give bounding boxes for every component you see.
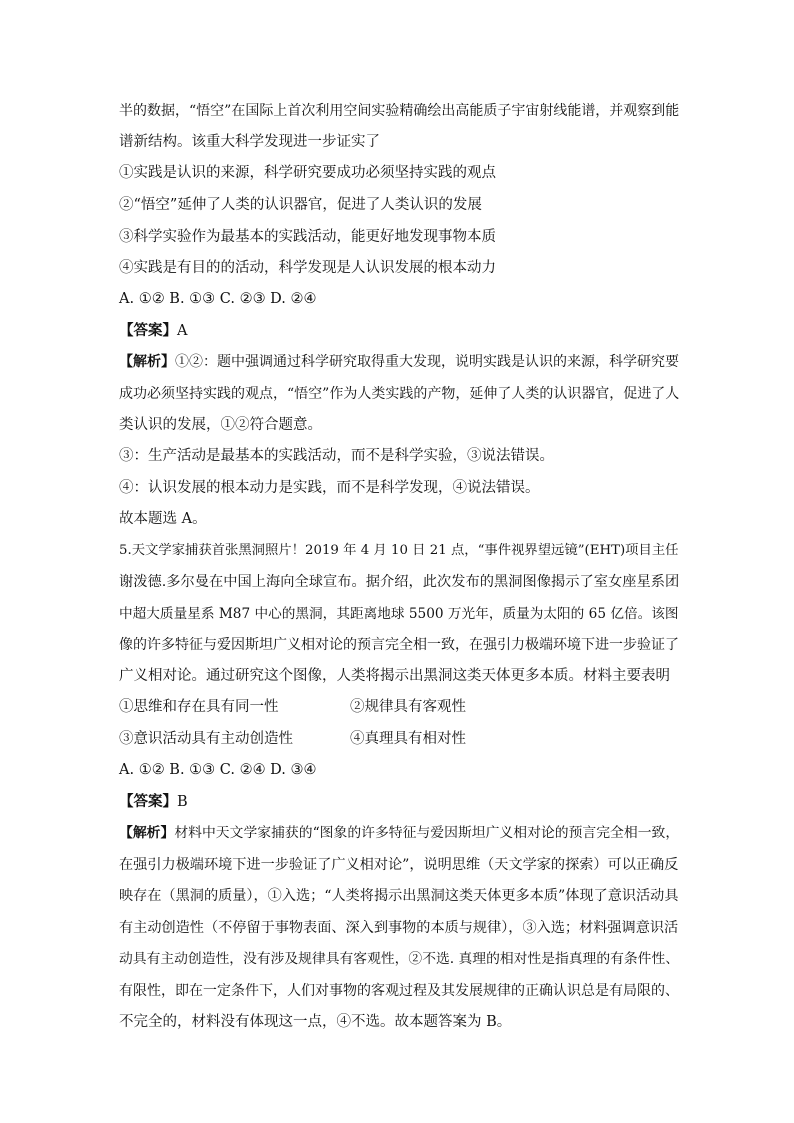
q5-option-4: ④真理具有相对性 — [350, 731, 466, 747]
q5-answer — [119, 792, 188, 812]
q5-analysis-tag: 【解析】 — [119, 825, 175, 841]
q5-analysis-line-1 — [119, 823, 679, 843]
q5-analysis-line-4: 有主动创造性（不停留于事物表面、深入到事物的本质与规律），③入选；材料强调意识活 — [119, 920, 679, 936]
q5-analysis-line-5: 动具有主动创造性，没有涉及规律具有客观性，②不选. 真理的相对性是指真理的有条件性、 — [119, 951, 680, 967]
q5-choices: A. ①② B. ①③ C. ②④ D. ③④ — [119, 762, 317, 778]
q4-analysis-line-5: ④：认识发展的根本动力是实践，而不是科学发现，④说法错误。 — [119, 480, 540, 496]
q5-stem-line-2: 谢泼德.多尔曼在中国上海向全球宣布。据介绍，此次发布的黑洞图像揭示了室女座星系团 — [119, 574, 680, 590]
q5-option-1: ①思维和存在具有同一性 — [119, 699, 279, 715]
q5-analysis-line-2: 在强引力极端环境下进一步验证了广义相对论”，说明思维（天文学家的探索）可以正确反 — [119, 857, 679, 873]
q4-stem-line-2: 谱新结构。该重大科学发现进一步证实了 — [119, 134, 380, 150]
q5-answer-value: B — [177, 794, 188, 810]
q5-stem-line-4: 像的许多特征与爱因斯坦广义相对论的预言完全相一致，在强引力极端环境下进一步验证了 — [119, 637, 679, 653]
q5-options-row-1 — [119, 697, 679, 717]
q4-answer — [119, 321, 187, 341]
q4-analysis-text-1: ①②：题中强调通过科学研究取得重大发现，说明实践是认识的来源，科学研究要 — [175, 354, 679, 370]
q4-choices: A. ①② B. ①③ C. ②③ D. ②④ — [119, 291, 317, 307]
q5-option-3: ③意识活动具有主动创造性 — [119, 731, 293, 747]
q5-options-row-2 — [119, 729, 679, 749]
q4-stem-line-1: 半的数据，“悟空”在国际上首次利用空间实验精确绘出高能质子宇宙射线能谱，并观察到能 — [119, 103, 680, 119]
q4-analysis-line-6: 故本题选 A。 — [119, 511, 207, 527]
q4-analysis-tag: 【解析】 — [119, 354, 175, 370]
q5-answer-tag: 【答案】 — [119, 793, 177, 810]
q4-analysis-line-3: 类认识的发展，①②符合题意。 — [119, 417, 322, 433]
q5-analysis-text-1: 材料中天文学家捕获的“图象的许多特征与爱因斯坦广义相对论的预言完全相一致， — [174, 825, 680, 841]
q4-option-1: ①实践是认识的来源，科学研究要成功必须坚持实践的观点 — [119, 165, 496, 181]
q4-option-2: ②“悟空”延伸了人类的认识器官，促进了人类认识的发展 — [119, 197, 482, 213]
q4-analysis-line-1 — [119, 352, 679, 372]
q4-option-4: ④实践是有目的的活动，科学发现是人认识发展的根本动力 — [119, 260, 496, 276]
q5-stem-line-5: 广义相对论。通过研究这个图像，人类将揭示出黑洞这类天体更多本质。材料主要表明 — [119, 668, 670, 684]
q5-option-2: ②规律具有客观性 — [350, 699, 466, 715]
q5-stem-line-1: 5.天文学家捕获首张黑洞照片！2019 年 4 月 10 日 21 点，“事件视界望远镜”(EHT)项目主任 — [119, 543, 679, 558]
q4-answer-tag: 【答案】 — [119, 322, 177, 339]
q4-analysis-line-2: 成功必须坚持实践的观点，“悟空”作为人类实践的产物，延伸了人类的认识器官，促进了人 — [119, 386, 680, 402]
q5-stem-line-3: 中超大质量星系 M87 中心的黑洞，其距离地球 5500 万光年，质量为太阳的 65 亿倍。该图 — [119, 606, 679, 622]
q5-analysis-line-6: 有限性，即在一定条件下，人们对事物的客观过程及其发展规律的正确认识总是有局限的、 — [119, 983, 679, 999]
q4-option-3: ③科学实验作为最基本的实践活动，能更好地发现事物本质 — [119, 229, 496, 245]
q5-analysis-line-7: 不完全的，材料没有体现这一点，④不选。故本题答案为 B。 — [119, 1014, 512, 1030]
q4-answer-value: A — [177, 323, 188, 339]
q4-analysis-line-4: ③：生产活动是最基本的实践活动，而不是科学实验，③说法错误。 — [119, 448, 554, 464]
q5-analysis-line-3: 映存在（黑洞的质量），①入选；“人类将揭示出黑洞这类天体更多本质”体现了意识活动具 — [119, 888, 679, 904]
